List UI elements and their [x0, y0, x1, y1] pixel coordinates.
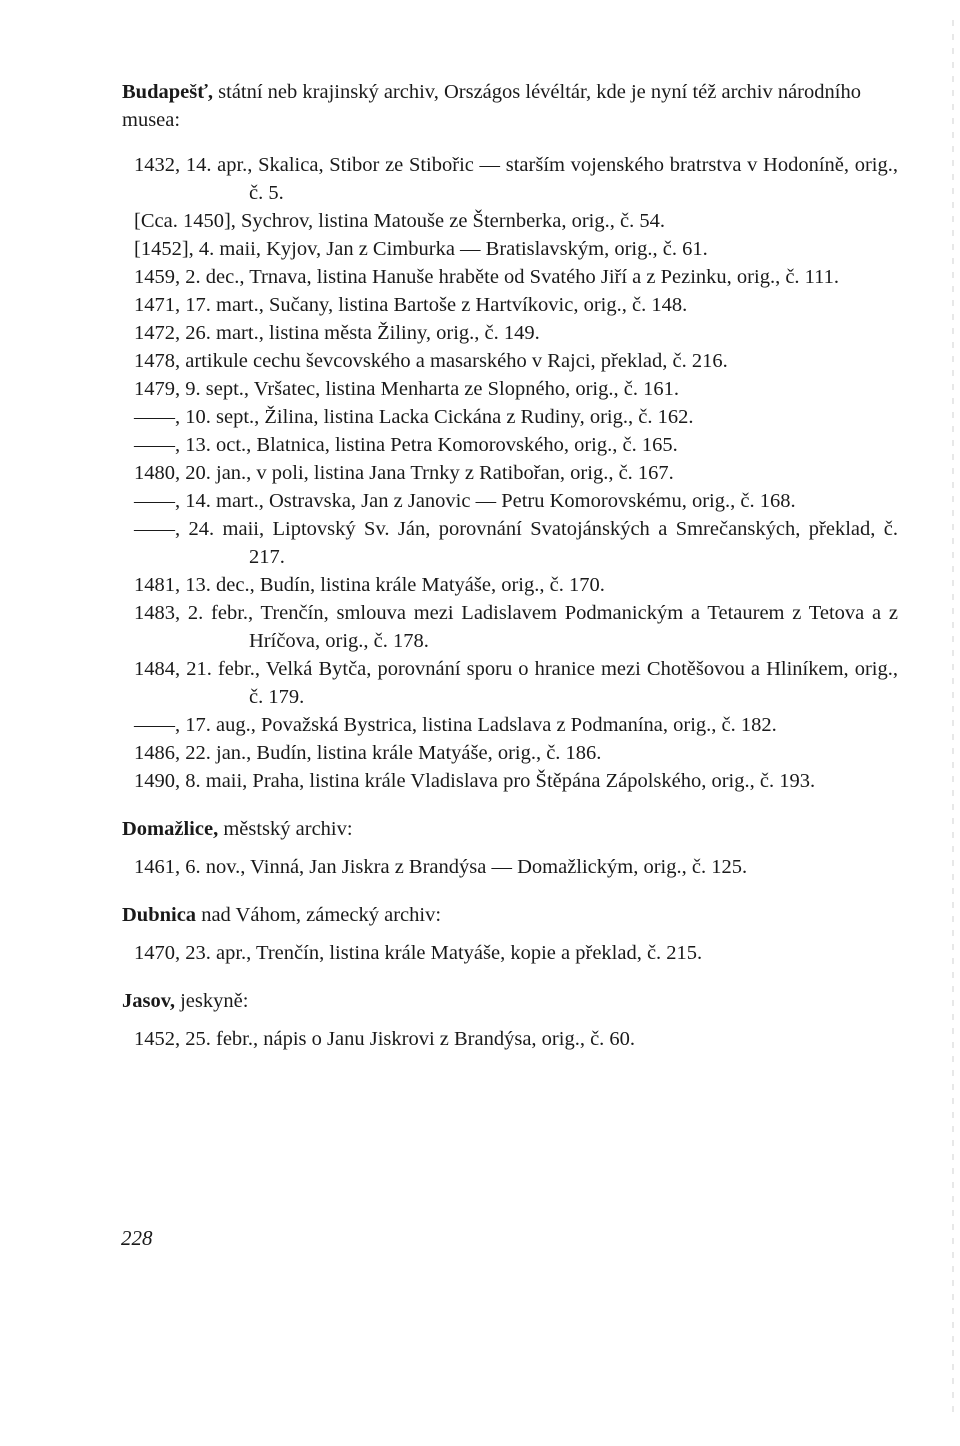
section-domazlice [122, 815, 898, 881]
scan-edge-decoration [952, 20, 954, 1420]
list-item: 1459, 2. dec., Trnava, listina Hanuše hraběte od Svatého Jiří a z Pezinku, orig., č. 111. [134, 266, 840, 288]
list-item: ——, 14. mart., Ostravska, Jan z Janovic — Petru Komorovskému, orig., č. 168. [134, 490, 796, 512]
list-item: 1480, 20. jan., v poli, listina Jana Trnky z Ratibořan, orig., č. 167. [134, 462, 674, 484]
list-item: 1484, 21. febr., Velká Bytča, porovnání sporu o hranice mezi Chotěšovou a Hliníkem, orig., č. 179. [134, 658, 898, 708]
place-name: Budapešť, [122, 81, 214, 103]
section-heading [122, 78, 898, 134]
place-name: Dubnica [122, 904, 197, 926]
list-item: [Cca. 1450], Sychrov, listina Matouše ze Šternberka, orig., č. 54. [134, 210, 665, 232]
list-item: 1479, 9. sept., Vršatec, listina Menharta ze Slopného, orig., č. 161. [134, 378, 679, 400]
list-item: [1452], 4. maii, Kyjov, Jan z Cimburka — Bratislavským, orig., č. 61. [134, 238, 708, 260]
document-page [122, 78, 898, 1053]
place-name: Domažlice, [122, 818, 219, 840]
archive-description: městský archiv: [218, 818, 353, 840]
entry-list [122, 151, 898, 795]
section-heading [122, 901, 898, 929]
entry-list [122, 1025, 898, 1053]
list-item: 1461, 6. nov., Vinná, Jan Jiskra z Brandýsa — Domažlickým, orig., č. 125. [134, 856, 748, 878]
list-item: 1481, 13. dec., Budín, listina krále Matyáše, orig., č. 170. [134, 574, 605, 596]
list-item: 1432, 14. apr., Skalica, Stibor ze Stibořic — starším vojenského bratrstva v Hodoníně, orig., č. 5. [134, 154, 898, 204]
list-item: 1470, 23. apr., Trenčín, listina krále Matyáše, kopie a překlad, č. 215. [134, 942, 703, 964]
section-jasov [122, 987, 898, 1053]
section-dubnica [122, 901, 898, 967]
list-item: 1452, 25. febr., nápis o Janu Jiskrovi z Brandýsa, orig., č. 60. [134, 1028, 636, 1050]
archive-description: státní neb krajinský archiv, Országos lévéltár, kde je nyní též archiv národního musea: [122, 81, 861, 131]
list-item: 1483, 2. febr., Trenčín, smlouva mezi Ladislavem Podmanickým a Tetaurem z Tetova a z Hríčova, orig., č. 178. [134, 602, 898, 652]
list-item: 1471, 17. mart., Sučany, listina Bartoše z Hartvíkovic, orig., č. 148. [134, 294, 688, 316]
list-item: 1472, 26. mart., listina města Žiliny, orig., č. 149. [134, 322, 540, 344]
archive-description: nad Váhom, zámecký archiv: [196, 904, 442, 926]
list-item: 1486, 22. jan., Budín, listina krále Matyáše, orig., č. 186. [134, 742, 602, 764]
list-item: ——, 10. sept., Žilina, listina Lacka Cickána z Rudiny, orig., č. 162. [134, 406, 694, 428]
archive-description: jeskyně: [174, 990, 249, 1012]
section-budapest [122, 78, 898, 795]
list-item: ——, 17. aug., Považská Bystrica, listina Ladslava z Podmanína, orig., č. 182. [134, 714, 777, 736]
place-name: Jasov, [122, 990, 175, 1012]
list-item: 1490, 8. maii, Praha, listina krále Vladislava pro Štěpána Zápolského, orig., č. 193. [134, 770, 816, 792]
section-heading [122, 815, 898, 843]
section-heading [122, 987, 898, 1015]
list-item: 1478, artikule cechu ševcovského a masarského v Rajci, překlad, č. 216. [134, 350, 728, 372]
list-item: ——, 13. oct., Blatnica, listina Petra Komorovského, orig., č. 165. [134, 434, 678, 456]
entry-list [122, 853, 898, 881]
entry-list [122, 939, 898, 967]
page-number: 228 [121, 1226, 153, 1250]
list-item: ——, 24. maii, Liptovský Sv. Ján, porovnání Svatojánských a Smrečanských, překlad, č. 217. [134, 518, 898, 568]
